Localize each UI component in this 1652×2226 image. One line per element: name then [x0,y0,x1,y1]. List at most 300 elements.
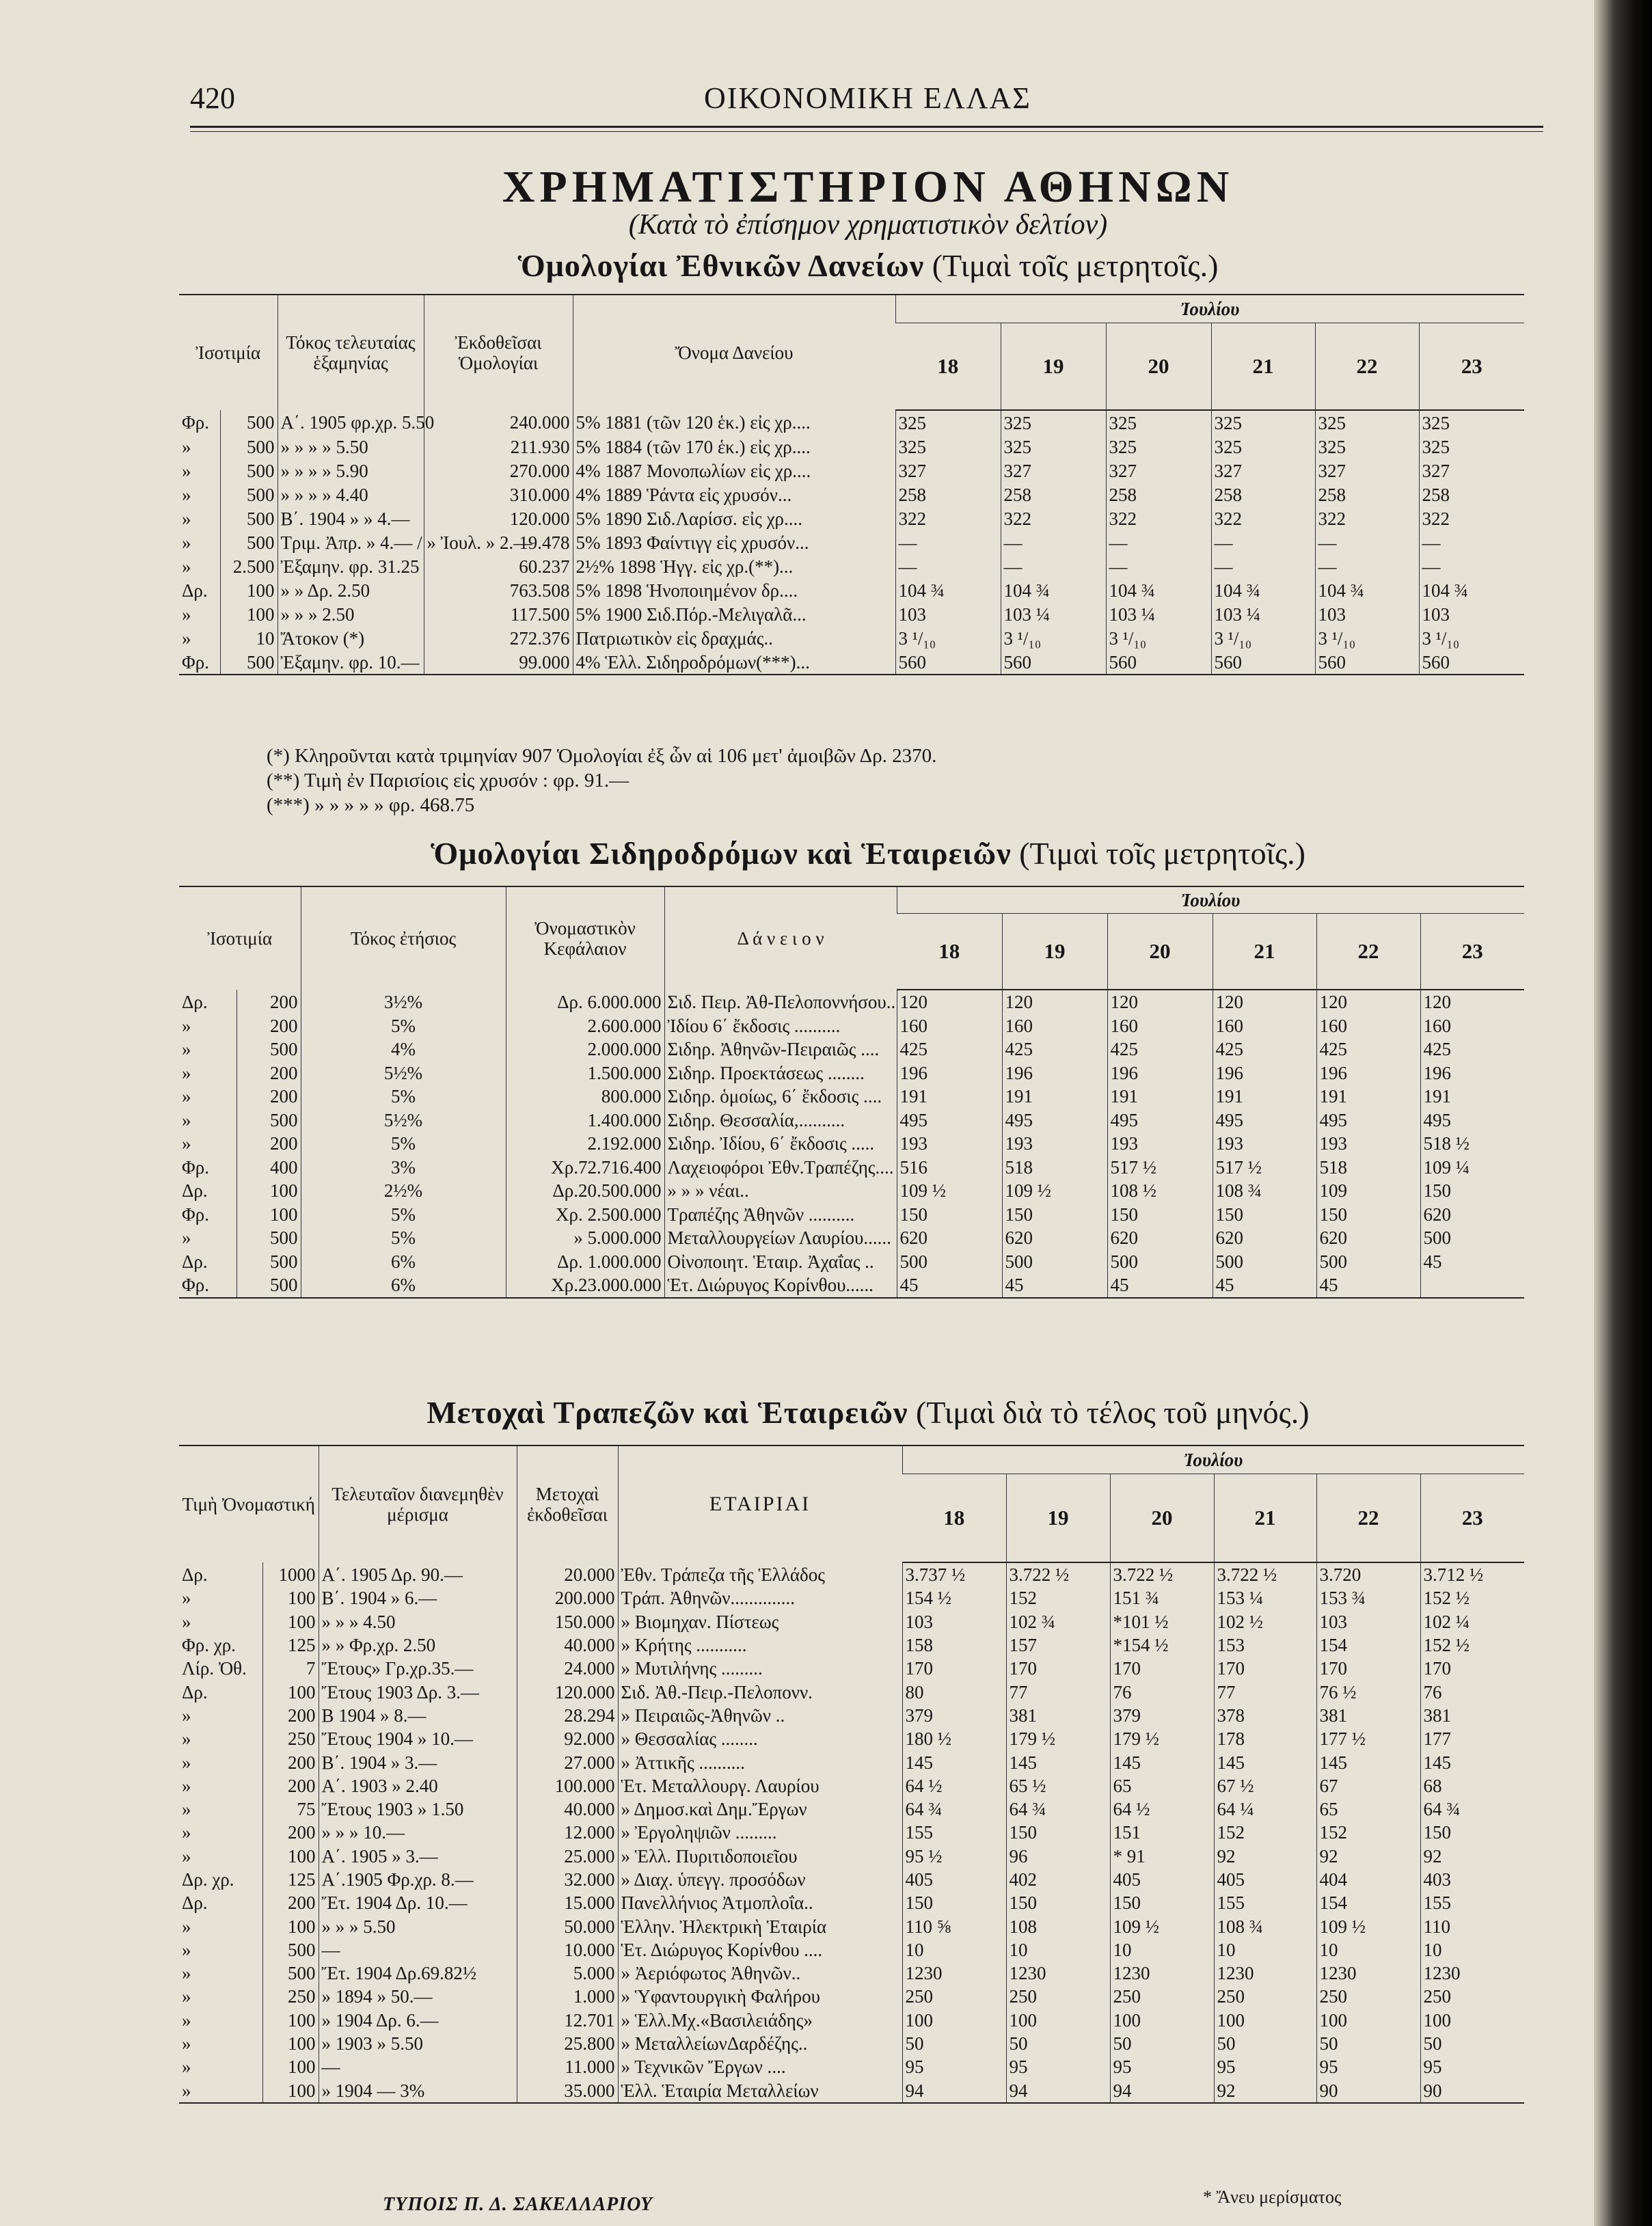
table-row [179,1633,1524,1657]
day-header: 20 [1106,323,1211,411]
table-cell: 5% 1881 (τῶν 120 ἑκ.) εἰς χρ.... [573,410,895,435]
table-cell: » 5.000.000 [506,1226,664,1250]
table-cell: 258 [1419,483,1524,506]
table-cell: 145 [1110,1750,1214,1774]
table-cell: 145 [1316,1750,1420,1774]
table-cell [1420,1273,1524,1298]
table-cell: 152 ½ [1420,1633,1524,1657]
table-cell: 103 [895,602,1001,626]
table-cell: 270.000 [424,459,573,483]
table-cell: 12.000 [517,1821,618,1844]
col-interest: Τόκος τελευταίας ἑξαμηνίας [277,295,424,410]
table-cell: 45 [897,1273,1002,1298]
table-cell: — [319,2055,517,2078]
table-cell: 196 [1420,1061,1524,1085]
col-parity: Ἰσοτιμία [179,886,301,990]
day-header: 19 [1001,323,1106,411]
table-row [179,506,1524,530]
table-cell: 152 [1006,1586,1110,1610]
table-cell: 5% 1890 Σιδ.Λαρίσσ. εἰς χρ.... [573,506,895,530]
table-cell: » 1904 Δρ. 6.— [319,2009,517,2032]
day-header: 22 [1316,914,1420,990]
table-cell: 94 [1110,2079,1214,2103]
table-cell: 40.000 [517,1633,618,1657]
table-cell: » [179,2079,262,2103]
table-cell: Λαχειοφόροι Ἐθν.Τραπέζης.... [664,1156,897,1180]
table-cell: 65 [1316,1797,1420,1821]
table-cell: 75 [262,1797,319,1821]
table-cell: 620 [1002,1226,1107,1250]
table-cell: » [182,1728,191,1750]
table-cell: » » » » 5.90 [277,459,424,483]
section1-title-note: (Τιμαὶ τοῖς μετρητοῖς.) [932,248,1219,283]
table-cell: » 1904 — 3% [319,2079,517,2103]
table-cell: 518 [1316,1156,1420,1180]
table-cell: 10 [1420,1938,1524,1962]
col-shares: Μετοχαὶ ἐκδοθεῖσαι [517,1445,618,1562]
table-cell: 516 [897,1156,1002,1180]
table-cell: 177 ½ [1316,1727,1420,1750]
table-cell: 4% [301,1037,506,1061]
table-cell: 3 ¹/₁₀ [1419,626,1524,650]
table-cell: 120 [1107,990,1213,1014]
table-cell: 24.000 [517,1657,618,1680]
table-cell: Χρ.72.716.400 [506,1156,664,1180]
day-header: 19 [1006,1474,1110,1563]
table-cell: 150 [1107,1203,1213,1227]
table-cell: 45 [1002,1273,1107,1298]
table-cell: » [182,1086,191,1107]
table-cell: Χρ. 2.500.000 [506,1203,664,1227]
table-cell: » [182,1916,191,1937]
table-cell: 150 [1006,1891,1110,1914]
table-cell: 200 [262,1750,319,1774]
table-cell: 160 [1213,1014,1316,1038]
table-cell: 3.722 ½ [1214,1562,1316,1586]
footnote: (**) Τιμὴ ἐν Παρισίοις εἰς χρυσόν : φρ. 91.— [267,770,629,791]
table-cell: Φρ. [182,412,209,433]
table-cell: 27.000 [517,1750,618,1774]
table-cell: *154 ½ [1110,1633,1214,1657]
table-cell: 2.000.000 [506,1037,664,1061]
table-cell: — [1419,530,1524,554]
table-cell: » [182,1939,191,1960]
table-cell: » [182,627,191,649]
table-cell: » ΜεταλλείωνΔαρδέζης.. [618,2032,902,2055]
table-cell: Α΄. 1905 » 3.— [319,1845,517,1868]
table-cell: 310.000 [424,483,573,506]
table-cell: 500 [262,1938,319,1962]
section3-title-note: (Τιμαὶ διὰ τὸ τέλος τοῦ μηνός.) [916,1395,1310,1430]
col-loan-name: Ὄνομα Δανείου [573,295,895,410]
table-cell: Ἑλλην. Ἠλεκτρικὴ Ἑταιρία [618,1914,902,1938]
table-cell: 322 [1001,506,1106,530]
table-cell: 200.000 [517,1586,618,1610]
table-cell: 145 [1006,1750,1110,1774]
table-cell: 117.500 [424,602,573,626]
table-cell: » » » » 4.40 [277,483,424,506]
table-cell: Μεταλλουργείων Λαυρίου...... [664,1226,897,1250]
table-cell: 200 [236,1085,301,1109]
table-cell: 200 [236,1014,301,1038]
table-cell: 5.000 [517,1962,618,1985]
table-cell: » » » 2.50 [277,602,424,626]
table-cell: 1230 [1316,1962,1420,1985]
table-cell: 500 [236,1226,301,1250]
table-cell: 495 [1420,1109,1524,1132]
table-row [179,483,1524,506]
table-cell: 120 [1002,990,1107,1014]
day-header: 18 [897,914,1002,990]
table-cell: 120 [897,990,1002,1014]
table-row [179,1156,1524,1180]
table-cell: 150 [1316,1203,1420,1227]
table-row [179,1085,1524,1109]
table-cell: 1230 [1006,1962,1110,1985]
table-cell: Σιδηρ. Προεκτάσεως ........ [664,1061,897,1085]
table-cell: 170 [1214,1657,1316,1680]
table-cell: 100 [902,2009,1006,2032]
table-cell: 95 [1420,2055,1524,2078]
table-cell: 145 [1420,1750,1524,1774]
table-cell: 64 ½ [1110,1797,1214,1821]
table-cell: 325 [1315,435,1419,459]
table-cell: » [182,1752,191,1773]
table-cell: » [182,460,191,481]
section2-title-note: (Τιμαὶ τοῖς μετρητοῖς.) [1019,836,1305,871]
table-cell: — [1419,554,1524,578]
table-row [179,1037,1524,1061]
table-cell: Φρ. [182,1156,209,1178]
table-cell: » [182,1062,191,1083]
table-cell: 379 [902,1704,1006,1727]
table-cell: — [1211,530,1315,554]
table-cell: 150 [1420,1821,1524,1844]
table-cell: 77 [1214,1680,1316,1703]
table-cell: » [182,1986,191,2007]
table-cell: Ἔτ. 1904 Δρ. 10.— [319,1891,517,1914]
table-cell: 500 [236,1037,301,1061]
table-cell: 170 [1420,1657,1524,1680]
table-cell: 120.000 [517,1680,618,1703]
table-cell: 3.720 [1316,1562,1420,1586]
table-cell: 3 ¹/₁₀ [1315,626,1419,650]
table-cell: 3 ¹/₁₀ [895,626,1001,650]
table-cell: 4% Ἑλλ. Σιδηροδρόμων(***)... [573,650,895,675]
table-cell: 110 [1420,1914,1524,1938]
table-row [179,578,1524,602]
table-cell: 193 [1002,1132,1107,1156]
table-cell: 191 [1213,1085,1316,1109]
table-cell: 196 [1213,1061,1316,1085]
table-cell: » [182,1015,191,1036]
table-cell: 405 [1110,1868,1214,1891]
table-cell: 560 [1419,650,1524,675]
table-cell: 50 [1006,2032,1110,2055]
table-cell: Φρ. [179,650,220,675]
table-cell: 500 [1420,1226,1524,1250]
table-cell: » [182,1822,191,1843]
table-cell: 200 [236,990,301,1014]
table-cell: 103 [1316,1610,1420,1633]
table-cell: 100 [1110,2009,1214,2032]
table-cell: 177 [1420,1727,1524,1750]
table-cell: 5% [301,1132,506,1156]
table-cell: 378 [1214,1704,1316,1727]
table-cell: 180 ½ [902,1727,1006,1750]
table-cell: 327 [1419,459,1524,483]
table-cell: Φρ. χρ. [182,1635,236,1656]
table-cell: 3.737 ½ [902,1562,1006,1586]
table-cell: 151 [1110,1821,1214,1844]
col-issued: Ἐκδοθεῖσαι Ὁμολογίαι [424,295,573,410]
table-cell: Σιδηρ. ὁμοίως, 6΄ ἔκδοσις .... [664,1085,897,1109]
table-cell: » Πειραιῶς-Ἀθηνῶν .. [618,1704,902,1727]
table-cell: 102 ¾ [1006,1610,1110,1633]
table-cell: 258 [1001,483,1106,506]
table-row [179,1014,1524,1038]
table-cell: 109 ½ [1002,1179,1107,1203]
table-cell: *101 ½ [1110,1610,1214,1633]
table-cell: 92 [1214,2079,1316,2103]
table-cell: 425 [1213,1037,1316,1061]
table-cell: 15.000 [517,1891,618,1914]
table-row [179,2079,1524,2103]
table-cell: 95 [1214,2055,1316,2078]
table-cell: 620 [897,1226,1002,1250]
table-cell: 95 ½ [902,1845,1006,1868]
day-header: 21 [1211,323,1315,411]
table-cell: 45 [1213,1273,1316,1298]
table-cell: 193 [1107,1132,1213,1156]
table-cell: 154 ½ [902,1586,1006,1610]
table-cell: 100 [262,1586,319,1610]
table-cell: 100 [262,2079,319,2103]
section1-title [185,247,1552,284]
table-cell: 6% [301,1250,506,1274]
table-cell: » [182,556,191,577]
table-cell: 94 [1006,2079,1110,2103]
col-nominal-price: Τιμὴ Ὀνομαστική [179,1445,319,1562]
table-cell: Δρ. [182,1564,208,1585]
table-cell: » Δημοσ.καὶ Δημ.Ἔργων [618,1797,902,1821]
table-cell: » [182,1799,191,1820]
page-subtitle: (Κατὰ τὸ ἐπίσημον χρηματιστικὸν δελτίον) [628,209,1108,241]
table-cell: — [1001,530,1106,554]
table-row [179,554,1524,578]
table-cell: 160 [1107,1014,1213,1038]
table-cell: 109 ½ [1110,1914,1214,1938]
table-cell: 77 [1006,1680,1110,1703]
table-cell: Δρ.20.500.000 [506,1179,664,1203]
table-cell: » [182,2009,191,2031]
table-cell: 50 [902,2032,1006,2055]
table-cell: 100 [262,1610,319,1633]
table-cell: 95 [1316,2055,1420,2078]
table-row [179,1061,1524,1085]
table-cell: 405 [902,1868,1006,1891]
table-cell: 325 [1106,435,1211,459]
table-cell: 120.000 [424,506,573,530]
table-cell: 150 [902,1891,1006,1914]
table-cell: 120 [1316,990,1420,1014]
table-cell: 35.000 [517,2079,618,2103]
col-parity: Ἰσοτιμία [179,295,277,410]
col-capital: Ὀνομαστικὸν Κεφάλαιον [506,886,664,990]
table-cell: 495 [1213,1109,1316,1132]
table-cell: 193 [1213,1132,1316,1156]
table-row [179,1586,1524,1610]
table-row [179,1610,1524,1633]
table-cell: » Τεχνικῶν Ἔργων .... [618,2055,902,2078]
table-cell: 1.500.000 [506,1061,664,1085]
table-cell: 108 ¾ [1213,1179,1316,1203]
table-row [179,1938,1524,1962]
table-cell: 108 ½ [1107,1179,1213,1203]
table-cell: 67 [1316,1774,1420,1797]
section3-title-main: Μετοχαὶ Τραπεζῶν καὶ Ἑταιρειῶν [426,1395,908,1430]
table-cell: 103 ¼ [1001,602,1106,626]
col-companies: ΕΤΑΙΡΙΑΙ [618,1445,902,1562]
table-cell: 4% 1889 Ῥάντα εἰς χρυσόν... [573,483,895,506]
table-cell: 160 [1420,1014,1524,1038]
table-cell: 402 [1006,1868,1110,1891]
table-cell: 150 [1213,1203,1316,1227]
table-cell: 100 [1316,2009,1420,2032]
table-cell: Οἰνοποιητ. Ἑταιρ. Ἀχαΐας .. [664,1250,897,1274]
table-row [179,1203,1524,1227]
table-cell: » Θεσσαλίας ........ [618,1727,902,1750]
table-cell: 191 [1316,1085,1420,1109]
table-cell: 325 [1211,435,1315,459]
table-cell: 99.000 [424,650,573,675]
table-cell: 5% [301,1085,506,1109]
table-cell: 518 [1002,1156,1107,1180]
table-cell: 100 [262,2055,319,2078]
table-cell: » [182,532,191,553]
table-row [179,1985,1524,2008]
table-cell: Β΄. 1904 » 6.— [319,1586,517,1610]
running-title: ΟΙΚΟΝΟΜΙΚΗ ΕΛΛΑΣ [704,81,1031,115]
table-cell: 64 ¾ [1006,1797,1110,1821]
table-cell: 104 ¾ [1419,578,1524,602]
table-cell: 325 [1419,435,1524,459]
table-cell: 102 ¼ [1420,1610,1524,1633]
table-cell: 104 ¾ [1106,578,1211,602]
table-cell: 400 [236,1156,301,1180]
table-cell: 517 ½ [1107,1156,1213,1180]
table-cell: 5% 1893 Φαίντιγγ εἰς χρυσόν... [573,530,895,554]
table-cell: » Ἀττικῆς .......... [618,1750,902,1774]
table-cell: 100 [1214,2009,1316,2032]
footnote-no-dividend: * Ἄνευ μερίσματος [1203,2187,1342,2207]
table-cell: 125 [262,1633,319,1657]
table-cell: 104 ¾ [895,578,1001,602]
table-cell: 200 [262,1774,319,1797]
table-cell: » Ἀεριόφωτος Ἀθηνῶν.. [618,1962,902,1985]
table-cell: — [1106,530,1211,554]
table-cell: 170 [902,1657,1006,1680]
table-row [179,1821,1524,1844]
table-row [179,1750,1524,1774]
table-row [179,1179,1524,1203]
table-cell: 620 [1107,1226,1213,1250]
table-cell: 1230 [1110,1962,1214,1985]
header-rule [190,126,1543,128]
table-cell: Δρ. χρ. [182,1869,234,1890]
table-cell: 191 [897,1085,1002,1109]
table-cell: 160 [1316,1014,1420,1038]
day-header: 23 [1419,323,1524,411]
table-cell: 150 [1006,1821,1110,1844]
table-cell: 200 [236,1061,301,1085]
table-cell: 2.192.000 [506,1132,664,1156]
table-cell: 517 ½ [1213,1156,1316,1180]
table-cell: 196 [897,1061,1002,1085]
table-cell: 94 [902,2079,1006,2103]
table-cell: » » Δρ. 2.50 [277,578,424,602]
table-cell: 322 [1106,506,1211,530]
table-cell: Φρ. [179,1273,236,1298]
section2-title-main: Ὁμολογίαι Σιδηροδρόμων καὶ Ἑταιρειῶν [431,836,1012,871]
table-cell: 425 [897,1037,1002,1061]
table-cell: 322 [1211,506,1315,530]
table-cell: 45 [1420,1250,1524,1274]
table-cell: 104 ¾ [1315,578,1419,602]
table-cell: 64 ¾ [902,1797,1006,1821]
day-header: 22 [1316,1474,1420,1563]
table-cell: Ἔτ. 1904 Δρ.69.82½ [319,1962,517,1985]
table-cell: Δρ. 6.000.000 [506,990,664,1014]
table-cell: Β΄. 1904 » » 4.— [277,506,424,530]
table-cell: 45 [1107,1273,1213,1298]
table-row [179,459,1524,483]
table-cell: 500 [220,459,277,483]
month-header: Ἰουλίου [895,295,1524,323]
table-cell: 157 [1006,1633,1110,1657]
table-cell: 96 [1006,1845,1110,1868]
day-header: 23 [1420,1474,1524,1563]
table-cell: Ἔτους 1903 » 1.50 [319,1797,517,1821]
table-cell: 100 [220,602,277,626]
table-cell: 50 [1420,2032,1524,2055]
table-cell: 151 ¾ [1110,1586,1214,1610]
table-cell: 150 [897,1203,1002,1227]
table-row [179,1226,1524,1250]
table-cell: 763.508 [424,578,573,602]
table-cell: 381 [1006,1704,1110,1727]
col-interest: Τόκος ἐτήσιος [301,886,506,990]
table-cell: 5% 1884 (τῶν 170 ἑκ.) εἰς χρ.... [573,435,895,459]
table-cell: 103 [1419,602,1524,626]
table-cell: 560 [895,650,1001,675]
table-cell: 64 ¾ [1420,1797,1524,1821]
table-row [179,1657,1524,1680]
table-cell: 150 [1002,1203,1107,1227]
table-cell: » Ἑλλ.Μχ.«Βασιλειάδης» [618,2009,902,2032]
table-cell: 170 [1006,1657,1110,1680]
table-cell: Δρ. 1.000.000 [506,1250,664,1274]
table-row [179,1109,1524,1132]
table-cell: Δρ. [182,1251,208,1272]
page-title: ΧΡΗΜΑΤΙΣΤΗΡΙΟΝ ΑΘΗΝΩΝ [502,162,1234,212]
table-cell: 7 [262,1657,319,1680]
day-header: 18 [902,1474,1006,1563]
table-cell: 425 [1316,1037,1420,1061]
table-cell: 425 [1002,1037,1107,1061]
table-cell: 325 [1001,410,1106,435]
day-header: 21 [1213,914,1316,990]
